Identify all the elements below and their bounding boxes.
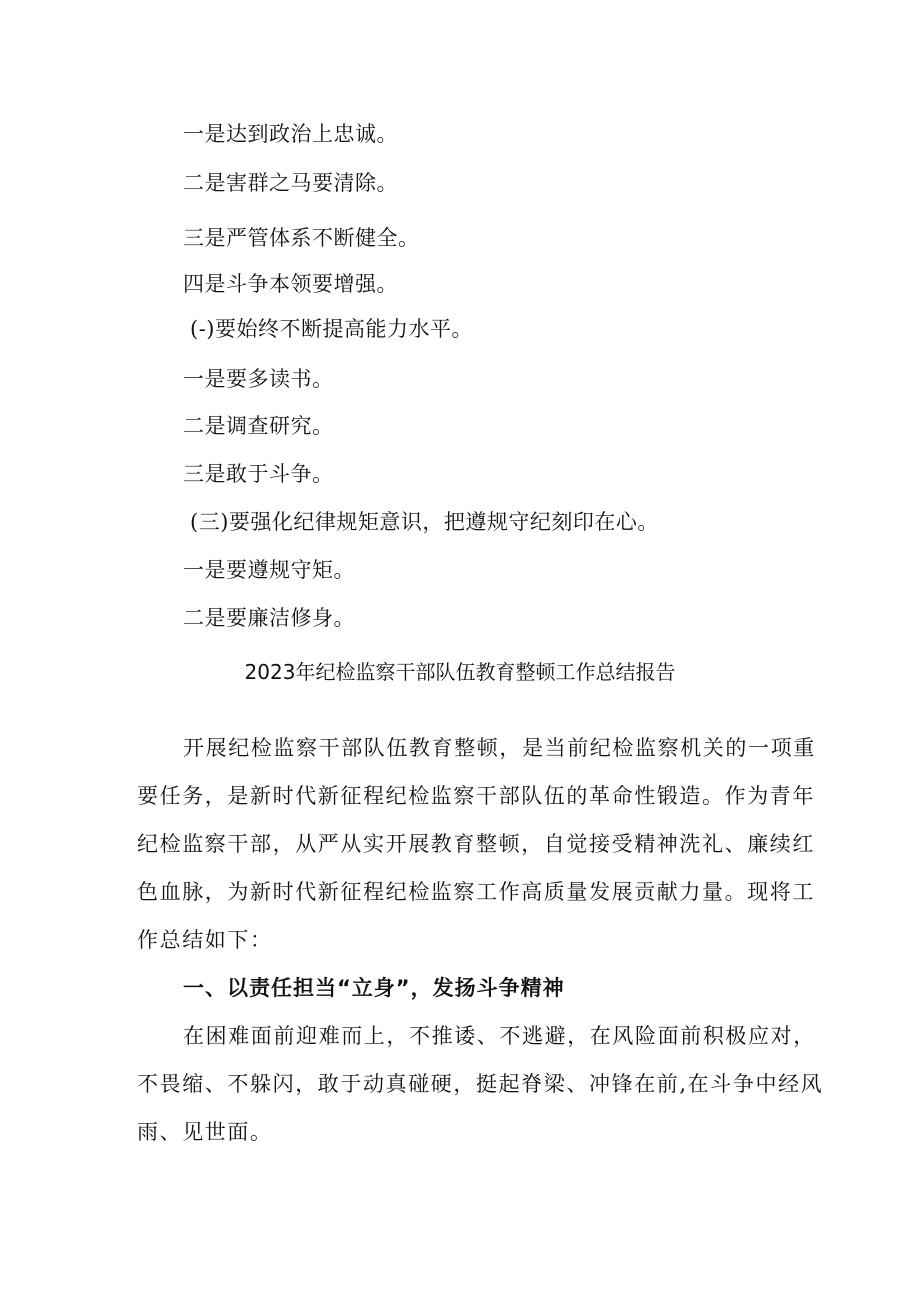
list-item: 四是斗争本领要增强。 [183, 272, 398, 296]
intro-line: 纪检监察干部，从严从实开展教育整顿，自觉接受精神洗礼、廉续红 [137, 832, 815, 856]
list-item: 一是要多读书。 [183, 367, 334, 391]
list-item: 三是严管体系不断健全。 [183, 226, 420, 250]
section-line: 在困难面前迎难而上，不推诿、不逃避，在风险面前积极应对， [183, 1024, 816, 1048]
intro-line: 色血脉，为新时代新征程纪检监察工作高质量发展贡献力量。现将工 [137, 880, 815, 904]
intro-line: 作总结如下： [137, 928, 273, 952]
report-title: 2023年纪检监察干部队伍教育整顿工作总结报告 [244, 660, 676, 684]
section-line: 雨、见世面。 [137, 1120, 273, 1144]
list-item: 三是敢于斗争。 [183, 462, 334, 486]
list-item: 二是害群之马要清除。 [183, 171, 398, 195]
intro-line: 开展纪检监察干部队伍教育整顿，是当前纪检监察机关的一项重 [183, 736, 816, 760]
list-item: 二是要廉洁修身。 [183, 606, 355, 630]
list-item: 一是达到政治上忠诚。 [183, 122, 398, 146]
list-item: (-)要始终不断提高能力水平。 [190, 317, 473, 341]
section-heading: 一、以责任担当“立身”，发扬斗争精神 [183, 976, 565, 1000]
list-item: 一是要遵规守矩。 [183, 558, 355, 582]
section-line: 不畏缩、不躲闪，敢于动真碰硬，挺起脊梁、冲锋在前,在斗争中经风 [137, 1072, 824, 1096]
list-item: 二是调查研究。 [183, 414, 334, 438]
intro-line: 要任务，是新时代新征程纪检监察干部队伍的革命性锻造。作为青年 [137, 784, 815, 808]
list-item: (三)要强化纪律规矩意识，把遵规守纪刻印在心。 [190, 510, 659, 534]
